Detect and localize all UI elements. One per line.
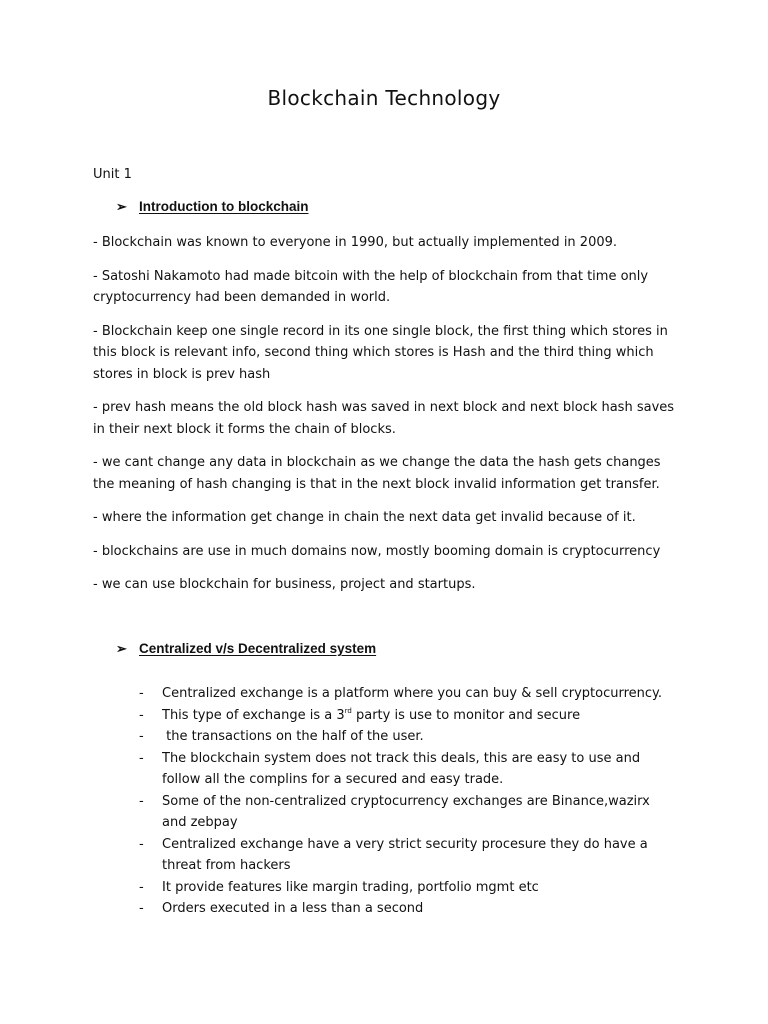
list-item-text: Centralized exchange is a platform where you can buy & sell cryptocurrency. [162, 686, 663, 701]
list-item [93, 748, 678, 791]
dash-bullet: - [139, 879, 144, 895]
paragraph: - Satoshi Nakamoto had made bitcoin with the help of blockchain from that time only cryptocurrency had been demanded in world. [93, 268, 649, 305]
paragraph: - where the information get change in chain the next data get invalid because of it. [93, 510, 636, 525]
list-item-text: It provide features like margin trading, portfolio mgmt etc [162, 879, 539, 895]
section-heading-introduction [116, 199, 309, 215]
paragraph: - we can use blockchain for business, project and startups. [93, 577, 476, 592]
paragraph: - Blockchain was known to everyone in 1990, but actually implemented in 2009. [93, 235, 618, 250]
section-heading-text: Centralized v/s Decentralized system [139, 641, 377, 656]
list-item [93, 705, 678, 727]
section-heading-text: Introduction to blockchain [139, 199, 309, 214]
arrow-bullet-icon: ➢ [116, 641, 127, 656]
list-item-text: party is use to monitor and secure [351, 707, 581, 723]
unit-label: Unit 1 [93, 167, 132, 182]
dash-bullet: - [139, 793, 144, 809]
superscript: rd [344, 706, 352, 715]
dash-bullet: - [139, 729, 144, 744]
list-item-text: The blockchain system does not track this deals, this are easy to use and follow all the complins for a secured and easy trade. [162, 750, 641, 787]
list-item [93, 683, 678, 705]
list-item [93, 834, 678, 877]
dash-bullet: - [139, 750, 144, 766]
paragraph: - we cant change any data in blockchain as we change the data the hash gets changes the meaning of hash changing is that in the next block invalid information get transfer. [93, 455, 661, 492]
document-title: Blockchain Technology [267, 86, 501, 110]
paragraph: - blockchains are use in much domains now, mostly booming domain is cryptocurrency [93, 543, 661, 559]
introduction-paragraphs [93, 232, 678, 608]
paragraph: - prev hash means the old block hash was saved in next block and next block hash saves in their next block it forms the chain of blocks. [93, 400, 675, 437]
list-item [93, 898, 678, 920]
list-item-text: Some of the non-centralized cryptocurrency exchanges are Binance,wazirx and zebpay [162, 793, 650, 830]
arrow-bullet-icon: ➢ [116, 199, 127, 214]
list-item-text: This type of exchange is a 3 [162, 707, 345, 723]
dash-bullet: - [139, 686, 144, 701]
list-item-text: the transactions on the half of the user. [162, 729, 424, 744]
paragraph: - Blockchain keep one single record in its one single block, the first thing which stores in this block is relevant info, second thing which stores is Hash and the third thing which stores in block is prev hash [93, 323, 668, 382]
list-item-text: Orders executed in a less than a second [162, 901, 424, 916]
centralized-bullet-list [93, 683, 678, 920]
list-item [93, 791, 678, 834]
dash-bullet: - [139, 836, 144, 852]
dash-bullet: - [139, 707, 144, 723]
section-heading-centralized [116, 641, 376, 657]
list-item [93, 726, 678, 748]
dash-bullet: - [139, 901, 144, 916]
list-item [93, 877, 678, 899]
list-item-text: Centralized exchange have a very strict security procesure they do have a threat from hackers [162, 836, 648, 873]
